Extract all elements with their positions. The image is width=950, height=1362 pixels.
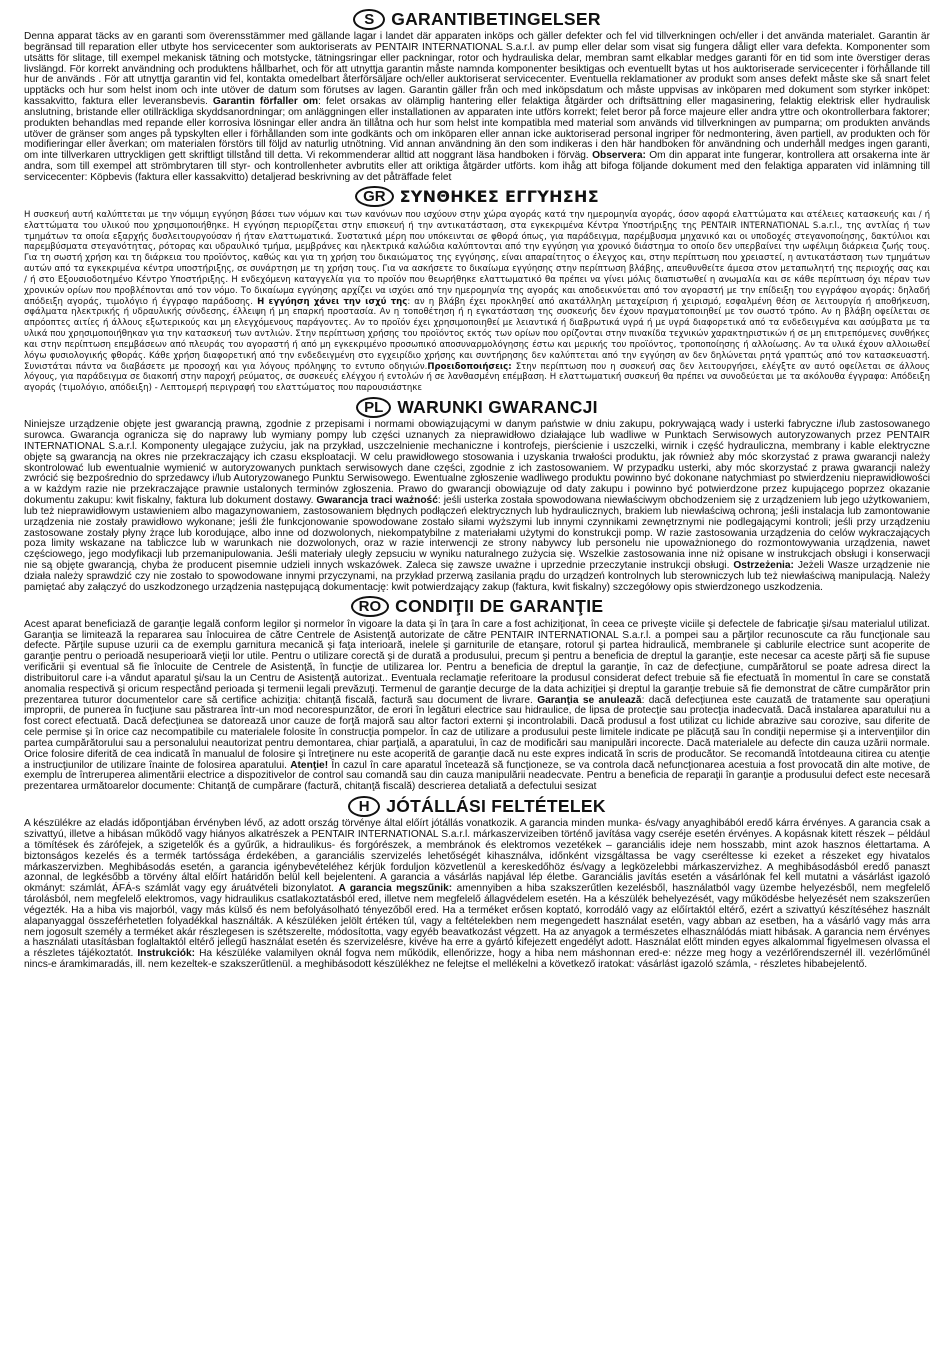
bold-term: Προειδοποιήσεις: bbox=[427, 361, 512, 372]
section-polish bbox=[24, 394, 930, 594]
language-badge: PL bbox=[356, 397, 391, 418]
body-text: Jeżeli Wasze urządzenie nie działa należy sprawdzić czy nie zostało to spowodowane innymi przyczynami, na przykład przerwą zasilania prądu do urządzeń kontrolnych lub sterowniczych lub też niewłaściwą manipulacją. Należy pamiętać aby załączyć do uszkodzonego urządzenia następującą dokumentację: kwit potwierdzający zakup (faktura, kwit fiskalny) szczegółowy opis stwierdzonego uszkodzenia. bbox=[24, 560, 930, 593]
bold-term: Gwarancja traci ważność bbox=[316, 495, 438, 507]
body-text: Om din apparat inte fungerar, kontrollera att orsakerna inte är andra, som till exempel att strömbrytaren till styr- och kontrollenheter avbrutits eller att oriktiga åtgärder utförts. kom ihåg att bifoga följande dokument med den felaktiga apparaten vid inlämning till servicecenter: Köpbevis (faktura eller kassakvitto) detaljerad beskrivning av det påträffade felet bbox=[24, 150, 930, 183]
language-badge: S bbox=[353, 9, 385, 30]
body-text: : αν η βλάβη έχει προκληθεί από ακατάλληλη μεταχείριση ή χειρισμό, εσφαλμένη θέση σε λειτουργία ή αποθήκευση, σφάλματα ηλεκτρικής ή υδραυλικής σύνδεσης, έλλειψη ή μη επαρκή προστασία. Αν η τοποθέτηση ή η εγκατάσταση της συσκευής δεν έχουν πραγματοποιηθεί με τον σωστό τρόπο. Αν η βλάβη οφείλεται σε απρόοπτες αιτίες ή άλλους εξωτερικούς και μη ελεγχόμενους παράγοντες. Αν το προϊόν έχει χρησιμοποιηθεί με λειαντικά ή διαβρωτικά υγρά ή με υγρά διαφορετικά από τα ενδεδειγμένα και ασύμβατα με τα υλικά που χρησιμοποιήθηκαν για την κατασκευή των αντλιών. Στην περίπτωση χρήσης του προϊόντος εκτός των ορίων που ορίζονται στην πινακίδα τεχνικών χαρακτηριστικών ή σε μη επιτρεπόμενες συνθήκες και στην περίπτωση επεμβάσεων από πλευράς του αγοραστή ή από μη εγκεκριμένο προσωπικό αποσυναρμολόγησης έστω και μερικής του προϊόντος, τροποποίησης ή αλλοίωσης. Αν τα υλικά έχουν αλλοιωθεί λόγω φυσιολογικής φθοράς. Κάθε χρήση διαφορετική από την ενδεδειγμένη στο εγχειρίδιο χρήσης και συντήρησης δεν καλύπτεται από την εγγύηση αν δεν δηλώνεται ρητά γραπτώς από τον κατασκευαστή. Συνιστάται πάντα να διαβάσετε με προσοχή και για λόγους πρόληψης το εντυπο οδηγιών. bbox=[24, 296, 931, 372]
section-swedish bbox=[24, 6, 930, 184]
section-body bbox=[24, 819, 930, 971]
bold-term: Observera: bbox=[592, 150, 646, 162]
body-text: Η συσκευή αυτή καλύπτεται με την νόμιμη εγγύηση βάσει των νόμων και των κανόνων που ισχύουν στην χώρα αγοράς κατά την ημερομηνία αγοράς, όσον αφορά ελαττώματα και ατέλειες κατασκευής και / ή ελαττώματα του υλικού που χρησιμοποιήθηκε. Η εγγύηση περιορίζεται στην επισκευή ή την αντικατάσταση, στα εγκεκριμένα Κέντρα Υποστήριξης της PENTAIR INTERNATIONAL S.a.r.l., της αντλίας ή των τμημάτων τα οποία εξαρχής δυσλειτουργούσαν ή ήταν ελαττωματικά. Συστατικά μέρη που υπόκεινται σε φθορά όπως, για παράδειγμα, παρέμβυσμα μηχανικό και οι υποδοχές στεγανοποίησης, δακτύλιοι και παρεμβύσματα στεγανότητας, ρότορας και υδραυλικό τμήμα, μεμβράνες και ηλεκτρικά καλώδια καλύπτονται από την εγγύηση για χρονικό διάστημα το οποίο δεν υπερβαίνει την ωφέλιμη διάρκεια ζωής τους. Για τη σωστή χρήση και τη διάρκεια του προϊόντος, καθώς και για τη χρήση του δικαιώματος της εγγύησης, είναι απαραίτητος ο έλεγχος και, στην περίπτωση που χρειαστεί, η αντικατάσταση των τμημάτων αυτών από τα εγκεκριμένα κέντρα υποστήριξης, σε συνάρτηση με τη χρήση τους. Για να ασκήσετε το δικαίωμα εγγύησης στην περίπτωση βλάβης, απευθυνθείτε άμεσα στον μεταπωλητή της περιοχής σας και / ή στο Εξουσιοδοτημένο Κέντρο Υποστήριξης. Η ενδεχόμενη καταγγελία για το προϊόν που θεωρήθηκε ελαττωματικό θα πρέπει να γίνει μόλις διαπιστωθεί η ανωμαλία και σε κάθε περίπτωση όχι πέραν των χρονικών ορίων που προβλέπονται από τον νόμο. Το δικαίωμα εγγύησης αρχίζει να ισχύει από την ημερομηνία της αγοράς και αποδεικνύεται από τον αγοραστή με την επίδειξη του εγγράφου αγοράς: δηλαδή απόδειξη αγοράς, τιμολόγιο ή έγγραφο παράδοσης. bbox=[24, 209, 930, 307]
section-body bbox=[24, 620, 930, 794]
bold-term: Garantin förfaller om bbox=[212, 96, 319, 108]
section-title: CONDIŢII DE GARANŢIE bbox=[395, 596, 604, 617]
section-heading bbox=[24, 184, 930, 210]
language-badge: H bbox=[348, 796, 380, 817]
body-text: Niniejsze urządzenie objęte jest gwarancją prawną, zgodnie z przepisami i normami obowiązującymi w danym państwie w dniu zakupu, pokrywającą wady i usterki fabryczne i/lub zastosowanego surowca. Gwarancja ogranicza się do naprawy lub wymiany pompy lub części uznanych za nieprawidłowo działające lub wadliwe w Punktach Serwisowych autoryzowanych przez PENTAIR INTERNATIONAL S.a.r.l. Komponenty ulegające zużyciu, jak na przykład, uszczelnienie mechaniczne i kontrofejs, pierścienie i uszczelki, wirnik i część hydrauliczna, membrany i kable elektryczne objęte są gwarancją na okres nie przekraczający ich czasu eksploatacji. W celu prawidłowego stosowania i uzyskania trwałości produktu, jak również aby móc skorzystać z prawa gwarancji należy skontrolować lub ewentualnie wymienić w autoryzowanych punktach serwisowych dane części, zgodnie z ich zastosowaniem. W przypadku usterki, aby móc skorzystać z prawa gwarancji należy zwrócić się bezpośrednio do sprzedawcy i/lub Autoryzowanego Punktu Serwisowego. Ewentualne zgłoszenie wadliwego produktu powinno być dokonane natychmiast po stwierdzeniu nieprawidłowości a w każdym razie nie przekraczające prawnie ustalonych terminów zgłoszenia. Prawo do gwarancji obowiązuje od daty zakupu i powinno być potwierdzone przez kupującego poprzez okazanie dokumentu zakupu: kwit fiskalny, faktura lub dokument dostawy. bbox=[24, 419, 930, 507]
section-heading bbox=[24, 394, 930, 420]
body-text: În cazul în care aparatul încetează să funcţioneze, se va controla dacă nefuncţionarea acestuia a fost provocată din alte motive, de exemplu de întreruperea alimentării electrice a dispozitivelor de control sau comandă sau din cauza manipulării neadecvate. Pentru a beneficia de reparaţii în garanţie a produsului defect este necesară prezentarea următoarelor documente: Chitanţă de cumpărare (factură, chitanţă fiscală) descrierea detaliată a defectului sesizat bbox=[24, 759, 931, 793]
body-text: Ha készüléke valamilyen oknál fogva nem működik, ellenőrizze, hogy a hiba nem máshonnan ered-e: nézze meg hogy a vezérlőrendszernél ill. vezérlőműnél nincs-e áramkimaradás, ill. nem kezeltek-e szakszerűtlenül. a meghibásodott készülékhez ne felejtse el mellékelni a következő iratokat: vásárlást igazoló számla, - részletes hibabejelentő. bbox=[24, 948, 930, 971]
section-hungarian bbox=[24, 793, 930, 971]
section-title: JÓTÁLLÁSI FELTÉTELEK bbox=[386, 795, 606, 816]
body-text: : jeśli usterka została spowodowana niewłaściwym obchodzeniem się z urządzeniem lub jego użytkowaniem, lub też nieprawidłowym ustawieniem albo magazynowaniem, zastosowaniem błędnych podłączeń elektrycznych lub hydraulicznych, brakiem lub niewłaściwą ochroną; jeśli instalacja lub zamontowanie urządzenia nie zostały prawidłowo wykonane; jeśli źle funkcjonowanie spowodowane zostało siłami wyższymi lub innymi czynnikami zewnętrznymi nie podlegającymi kontroli; jeśli przy urządzeniu zastosowane zostały płyny żrące lub korodujące, albo inne od dozwolonych, niekompatybilne z materiałami użytymi do konstrukcji pomp. W razie zastosowania urządzenia do celów wykraczających poza limity wskazane na tabliczce lub w warunkach nie dozwolonych, oraz w razie interwencji ze strony nabywcy lub personelu nie upoważnionego do rozmontowywania urządzenia, nawet częściowego, jego modyfikacji lub przemanipulowania. Jeśli materiały uległy zepsuciu w wyniku naturalnego zużycia się. Wszelkie zastosowania inne niż opisane w instrukcjach obsługi i konserwacji nie są objęte gwarancją, chyba że producent pisemnie udzieli innych wskazówek. Zaleca się zawsze uważne i uprzednie przeczytanie instrukcji obsługi. bbox=[24, 495, 931, 572]
section-title: WARUNKI GWARANCJI bbox=[397, 396, 598, 417]
body-text: : felet orsakas av olämplig hantering eller felaktiga åtgärder och driftsättning eller magasinering, felaktig elektrisk eller hydraulisk anslutning, bristande eller otillräckliga skyddsanordningar; om anläggningen eller installationen av apparaten inte utförs korrekt; felet beror på force majeure eller andra yttre och okontrollerbara faktorer; produkten behandlas med repande eller korrosiva lösningar eller andra än tillåtna och hur som helst inte kompatibla med material som används vid tillverkningen av pumparna; om produkten används utöver de gränser som anges på typskylten eller i förhållanden som inte godkänts och om inköparen eller annan icke auktoriserad personal ingriper för nedmontering, även partiell, av produkten och för modifieringar eller åverkan; om materialen förstörs till följd av naturlig utnötning. Vid annan användning än den som indikeras i den här handboken för användning och underhåll medges ingen garanti, om inte tillverkaren uttryckligen gett skriftligt tillstånd till detta. Vi rekommenderar alltid att noggrant läsa handboken i förväg. bbox=[24, 96, 931, 162]
section-body bbox=[24, 210, 930, 394]
section-heading bbox=[24, 6, 930, 32]
body-text: amennyiben a hiba szakszerűtlen kezelésből, használatból vagy üzembe helyezésből, nem megfelelő tárolásból, nem megfelelő elektromos, vagy hidraulikus csatlakoztatásból ered, illetve nem megfelelő állagvédelem esetén. Ha a készülék behelyezését, vagy működésbe helyezését nem szakszerűen végezték. Ha a hiba vis majorból, vagy más külső és nem befolyásolható tényezőből ered. Ha a terméket erősen koptató, korrodáló vagy az előírtaktól eltérő, ezért a szivattyú készítéséhez használt alapanyaggal összeférhetetlen folyadékkal használták. A készüléken jelölt értéken túl, vagy a feltételekben nem megengedett használat esetén, vagy abban az esetben, ha a vásárló vagy más arra nem jogosult személy a terméket akár részlegesen is szétszerelte, módosította, vagy egyéb beavatkozást végzett. Ha az anyagok a természetes elhasználódás miatt hibásak. A garancia nem érvényes a használati utasításban foglaltaktól eltérő jellegű használat esetén és szervizelésre, kivéve ha erre a gyártó kifejezett engedélyt adott. Használat előtt minden egyes alkalommal figyelmesen olvassa el a részletes tájékoztatót. bbox=[24, 883, 930, 960]
section-romanian bbox=[24, 594, 930, 794]
language-badge: GR bbox=[355, 186, 394, 207]
section-title: ΣΥΝΘΗΚΕΣ ΕΓΓΥΗΣΗΣ bbox=[399, 187, 599, 207]
body-text: Στην περίπτωση που η συσκευή σας δεν λειτουργήσει, ελέγξτε αν αυτό οφείλεται σε άλλους λόγους, για παράδειγμα σε διακοπή στην παροχή ρεύματος, σε συσκευές ελέγχου ή εντολών ή σε λανθασμένη επέμβαση. Η ελαττωματική συσκευή θα πρέπει να συνοδεύεται με τα ακόλουθα έγγραφα: Απόδειξη αγοράς (τιμολόγιο, απόδειξη) - Λεπτομερή περιγραφή του ελαττώματος που παρουσιάστηκε bbox=[24, 361, 930, 394]
body-text: Denna apparat täcks av en garanti som överensstämmer med gällande lagar i landet där apparaten inköps och gäller defekter och fel vid tillverkningen och/eller i det använda materialet. Garantin är begränsad till reparation eller utbyte hos servicecenter som auktoriserats av PENTAIR INTERNATIONAL S.a.r.l. av pump eller delar som visat sig fungera dåligt eller vara defekta. Komponenter som utsätts för slitage, till exempel mekanisk tätning och motstycke, tätningsringar eller packningar, rotor och hydrauliska delar, membran samt elkablar medges garanti för en tid som inte överstiger deras livslängd. För korrekt användning och produktens hållbarhet, och för att utnyttja garantin måste namnda komponenter besiktigas och eventuellt bytas ut hos auktoriserade servicecenter i förhållande till hur de används . För att utnyttja garantin vid fel, kontakta omedelbart återförsäljare och/eller auktoriserat servicecenter. Eventuella reklamationer av produkt som anses defekt måste ske så snart felet upptäcks och hur som helst inom och inte utöver de datum som förutses av lagen. Garantin gäller från och med inköpsdatum och måste uppvisas av inköparen med dokument som styrker inköpet: kassakvitto, faktura eller leveransbevis. bbox=[24, 31, 930, 108]
language-badge: RO bbox=[351, 596, 390, 617]
body-text: : dacă defecţiunea este cauzată de tratamente sau operaţiuni improprii, de punerea în fucţiune sau păstrarea într-un mod necorespunzător, de erori în legături electrice sau hidraulice, de lipsa de protecţie sau protecţia inadecvată. Dacă instalarea aparatului nu a fost corect efectuată. Dacă defecţiunea se datorează unor cauze de forţă majoră sau altor factori externi şi incontrolabili. Dacă produsul a fost utilizat cu lichide abrazive sau corozive, sau diferite de cele permise şi în orice caz necompatibile cu materialele folosite în construcţia pompelor. În caz de utilizare a produsului peste limitele indicate pe plăcuţă sau în condiţii nepermise şi a intervenţiilor din partea cumpărătorului sau a personalului neautorizat pentru demontarea, chiar parţială, a aparatului, în caz de modificări sau manipulări incorecte. Dacă materialele au defecte din cauza uzării normale. Orice folosire diferită de cea indicată în manualul de folosire şi întreţinere nu este acoperită de garanţie dacă nu este expres indicată în scris de producător. Se recomandă întotdeauna citirea cu atenţie a instrucţiunilor de utilizare înainte de folosirea aparatului. bbox=[24, 694, 931, 771]
bold-term: Η εγγύηση χάνει την ισχύ της bbox=[257, 296, 408, 307]
bold-term: A garancia megszűnik: bbox=[338, 883, 453, 895]
section-greek bbox=[24, 184, 930, 394]
section-heading bbox=[24, 793, 930, 819]
body-text: Acest aparat beneficiază de garanţie legală conform legilor şi normelor în vigoare la data şi în ţara în care a fost achiziţionat, în ceea ce priveşte viciile şi defectele de fabricaţie şi/sau materialul utilizat. Garanţia se limitează la repararea sau înlocuirea de către Centrele de Asistenţă autorizate de către PENTAIR INTERNATIONAL S.a.r.l. a pompei sau a părţilor recunoscute ca rău funcţionale sau defecte. Părţile supuse uzurii ca de exemplu garnitura mecanică şi faţa interioară, inelele şi garniturile de etanşare, rotorul şi partea hidraulică, membranele şi cablurile electrice sunt acoperite de garanţie pentru o perioadă nesuperioară vieţii lor utile. Pentru o utilizare corectă şi de durată a produsului, precum şi pentru a beneficia de dreptul la garanţie, este necesar ca aceste părţi să fie supuse verificării şi eventual să fie înlocuite de Centrele de Asistenţă, în funcţie de utilizarea lor. Pentru a beneficia de dreptul la garanţie, în caz de defecţiune, cumpărătorul se poate adresa direct la distribuitorul care i-a vândut aparatul şi/sau la un Centru de Asistenţă autorizat.. Eventuala reclamaţie referitoare la produsul considerat defect trebuie să fie efectuată în momentul în care se constată anomalia respectivă şi oricum respectând perioada şi termenii legali prevăzuţi. Termenul de garanţie decurge de la data achiziţiei şi dreptul la garanţie trebuie să fie demonstrat de către cumpărător prin prezentarea tuturor documentelor care să certifice achiziţia: chitanţă fiscală, factură sau document de livrare. bbox=[24, 618, 930, 706]
bold-term: Ostrzeżenia: bbox=[733, 560, 794, 572]
section-body bbox=[24, 32, 930, 184]
bold-term: Garanţia se anulează bbox=[537, 694, 642, 706]
section-body bbox=[24, 420, 930, 594]
section-heading bbox=[24, 594, 930, 620]
bold-term: Atenţie! bbox=[290, 759, 329, 771]
section-title: GARANTIBETINGELSER bbox=[391, 8, 601, 29]
bold-term: Instrukciók: bbox=[137, 948, 196, 960]
body-text: A készülékre az eladás időpontjában érvényben lévő, az adott ország törvénye által előírt jótállás vonatkozik. A garancia minden munka- és/vagy anyaghibából eredő kárra érvényes. A garancia csak a szivattyú, illetve a hibásan működő vagy hiányos alkatrészek a PENTAIR INTERNATIONAL S.a.r.l. márkaszervizeiben történő javítása vagy cseréje esetén érvényes. A kopásnak kitett részek – például a tömítések és zárófejek, a szigetelők és a gyűrűk, a hidraulikus- és forgórészek, a membránok és elektromos vezetékek – garanciális ideje nem hosszabb, mint azok hasznos élettartama. A biztonságos kezelés és a termék tartóssága érdekében, a garanciális szervizelés lehetőségét kihasználva, időnként vizsgáltassa be vagy cseréltesse ki ezeket a részeket egy hivatalos márkaszervizben. Meghibásodás esetén, a garancia igénybevételéhez kérjük forduljon közvetlenül a kereskedőhöz és/vagy a legközelebbi márkaszervizhez. A meghibásodásból eredő panaszt azonnal, de legkésőbb a törvény által előírt határidőn belül kell bejelenteni. A garancia a vásárlás napjával lép életbe. Garanciális javítás esetén a vásárlónak fel kell mutatni a vásárlást igazoló okmányt: számlát, ÁFÁ-s számlát vagy egy áruátvételi bizonylatot. bbox=[24, 818, 930, 895]
